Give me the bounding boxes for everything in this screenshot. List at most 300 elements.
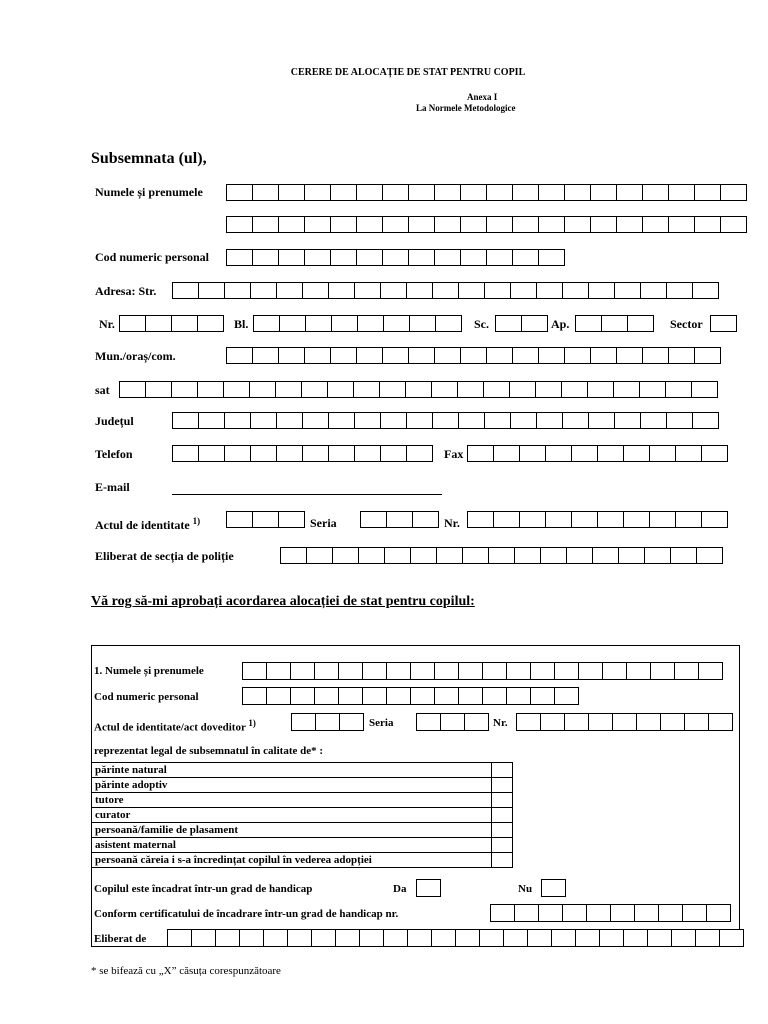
input-cell[interactable] bbox=[311, 929, 336, 947]
input-cell[interactable] bbox=[516, 713, 541, 731]
input-cell[interactable] bbox=[540, 547, 567, 564]
input-cell[interactable] bbox=[545, 511, 572, 528]
input-cell[interactable] bbox=[382, 184, 409, 201]
input-cell[interactable] bbox=[250, 282, 277, 299]
input-cell[interactable] bbox=[330, 216, 357, 233]
input-cell[interactable] bbox=[362, 687, 387, 705]
input-cell[interactable] bbox=[588, 713, 613, 731]
input-cell[interactable] bbox=[226, 249, 253, 266]
input-cell[interactable] bbox=[224, 445, 251, 462]
input-cell[interactable] bbox=[356, 347, 383, 364]
input-cell[interactable] bbox=[145, 315, 172, 332]
child-id-series-boxes[interactable] bbox=[416, 713, 489, 731]
input-cell[interactable] bbox=[623, 929, 648, 947]
input-cell[interactable] bbox=[706, 904, 731, 922]
input-cell[interactable] bbox=[242, 687, 267, 705]
input-cell[interactable] bbox=[519, 445, 546, 462]
legal-role-checkbox[interactable] bbox=[492, 793, 513, 808]
input-cell[interactable] bbox=[536, 412, 563, 429]
input-cell[interactable] bbox=[359, 929, 384, 947]
input-cell[interactable] bbox=[562, 904, 587, 922]
input-cell[interactable] bbox=[172, 445, 199, 462]
input-cell[interactable] bbox=[416, 879, 441, 897]
input-cell[interactable] bbox=[668, 347, 695, 364]
input-cell[interactable] bbox=[640, 282, 667, 299]
input-cell[interactable] bbox=[503, 929, 528, 947]
input-cell[interactable] bbox=[597, 511, 624, 528]
input-cell[interactable] bbox=[327, 381, 354, 398]
applicant-cnp-boxes[interactable] bbox=[226, 249, 565, 266]
input-cell[interactable] bbox=[242, 662, 267, 680]
input-cell[interactable] bbox=[252, 249, 279, 266]
input-cell[interactable] bbox=[330, 249, 357, 266]
input-cell[interactable] bbox=[627, 315, 654, 332]
input-cell[interactable] bbox=[434, 216, 461, 233]
input-cell[interactable] bbox=[266, 662, 291, 680]
input-cell[interactable] bbox=[521, 315, 548, 332]
input-cell[interactable] bbox=[670, 547, 697, 564]
input-cell[interactable] bbox=[226, 347, 253, 364]
input-cell[interactable] bbox=[191, 929, 216, 947]
input-cell[interactable] bbox=[440, 713, 465, 731]
input-cell[interactable] bbox=[538, 347, 565, 364]
address-sc-boxes[interactable] bbox=[495, 315, 548, 332]
input-cell[interactable] bbox=[564, 347, 591, 364]
input-cell[interactable] bbox=[588, 412, 615, 429]
input-cell[interactable] bbox=[362, 662, 387, 680]
input-cell[interactable] bbox=[458, 662, 483, 680]
input-cell[interactable] bbox=[383, 315, 410, 332]
input-cell[interactable] bbox=[386, 662, 411, 680]
input-cell[interactable] bbox=[493, 511, 520, 528]
input-cell[interactable] bbox=[171, 315, 198, 332]
input-cell[interactable] bbox=[382, 216, 409, 233]
input-cell[interactable] bbox=[223, 381, 250, 398]
input-cell[interactable] bbox=[278, 184, 305, 201]
input-cell[interactable] bbox=[510, 282, 537, 299]
input-cell[interactable] bbox=[590, 184, 617, 201]
input-cell[interactable] bbox=[354, 412, 381, 429]
input-cell[interactable] bbox=[304, 347, 331, 364]
input-cell[interactable] bbox=[512, 216, 539, 233]
fax-boxes[interactable] bbox=[467, 445, 728, 462]
input-cell[interactable] bbox=[278, 347, 305, 364]
input-cell[interactable] bbox=[304, 184, 331, 201]
child-id-type-boxes[interactable] bbox=[291, 713, 364, 731]
input-cell[interactable] bbox=[519, 511, 546, 528]
input-cell[interactable] bbox=[512, 347, 539, 364]
input-cell[interactable] bbox=[616, 184, 643, 201]
input-cell[interactable] bbox=[460, 347, 487, 364]
input-cell[interactable] bbox=[382, 249, 409, 266]
input-cell[interactable] bbox=[486, 347, 513, 364]
address-ap-boxes[interactable] bbox=[575, 315, 654, 332]
input-cell[interactable] bbox=[616, 216, 643, 233]
input-cell[interactable] bbox=[330, 347, 357, 364]
input-cell[interactable] bbox=[330, 184, 357, 201]
input-cell[interactable] bbox=[412, 511, 439, 528]
issued-by-police-boxes[interactable] bbox=[280, 547, 723, 564]
input-cell[interactable] bbox=[278, 249, 305, 266]
input-cell[interactable] bbox=[335, 929, 360, 947]
input-cell[interactable] bbox=[510, 412, 537, 429]
input-cell[interactable] bbox=[408, 184, 435, 201]
input-cell[interactable] bbox=[691, 381, 718, 398]
input-cell[interactable] bbox=[493, 445, 520, 462]
input-cell[interactable] bbox=[250, 445, 277, 462]
input-cell[interactable] bbox=[540, 713, 565, 731]
input-cell[interactable] bbox=[562, 282, 589, 299]
input-cell[interactable] bbox=[119, 315, 146, 332]
address-nr-boxes[interactable] bbox=[119, 315, 224, 332]
input-cell[interactable] bbox=[509, 381, 536, 398]
input-cell[interactable] bbox=[666, 412, 693, 429]
input-cell[interactable] bbox=[263, 929, 288, 947]
handicap-no-checkbox[interactable] bbox=[541, 879, 566, 897]
input-cell[interactable] bbox=[407, 929, 432, 947]
input-cell[interactable] bbox=[666, 282, 693, 299]
input-cell[interactable] bbox=[538, 216, 565, 233]
input-cell[interactable] bbox=[564, 713, 589, 731]
input-cell[interactable] bbox=[668, 216, 695, 233]
input-cell[interactable] bbox=[479, 929, 504, 947]
input-cell[interactable] bbox=[276, 282, 303, 299]
input-cell[interactable] bbox=[495, 315, 522, 332]
input-cell[interactable] bbox=[302, 282, 329, 299]
input-cell[interactable] bbox=[119, 381, 146, 398]
input-cell[interactable] bbox=[266, 687, 291, 705]
input-cell[interactable] bbox=[278, 216, 305, 233]
input-cell[interactable] bbox=[434, 662, 459, 680]
input-cell[interactable] bbox=[695, 929, 720, 947]
handicap-yes-checkbox[interactable] bbox=[416, 879, 441, 897]
input-cell[interactable] bbox=[408, 249, 435, 266]
input-cell[interactable] bbox=[506, 662, 531, 680]
input-cell[interactable] bbox=[551, 929, 576, 947]
input-cell[interactable] bbox=[432, 412, 459, 429]
input-cell[interactable] bbox=[226, 216, 253, 233]
input-cell[interactable] bbox=[405, 381, 432, 398]
input-cell[interactable] bbox=[356, 249, 383, 266]
input-cell[interactable] bbox=[658, 904, 683, 922]
input-cell[interactable] bbox=[304, 216, 331, 233]
input-cell[interactable] bbox=[535, 381, 562, 398]
input-cell[interactable] bbox=[386, 687, 411, 705]
input-cell[interactable] bbox=[226, 511, 253, 528]
input-cell[interactable] bbox=[530, 662, 555, 680]
input-cell[interactable] bbox=[647, 929, 672, 947]
input-cell[interactable] bbox=[698, 662, 723, 680]
input-cell[interactable] bbox=[354, 282, 381, 299]
input-cell[interactable] bbox=[287, 929, 312, 947]
county-boxes[interactable] bbox=[172, 412, 719, 429]
input-cell[interactable] bbox=[314, 662, 339, 680]
input-cell[interactable] bbox=[701, 445, 728, 462]
input-cell[interactable] bbox=[612, 713, 637, 731]
input-cell[interactable] bbox=[431, 381, 458, 398]
input-cell[interactable] bbox=[597, 445, 624, 462]
input-cell[interactable] bbox=[527, 929, 552, 947]
input-cell[interactable] bbox=[328, 412, 355, 429]
input-cell[interactable] bbox=[314, 687, 339, 705]
input-cell[interactable] bbox=[554, 687, 579, 705]
input-cell[interactable] bbox=[252, 184, 279, 201]
input-cell[interactable] bbox=[602, 662, 627, 680]
input-cell[interactable] bbox=[554, 662, 579, 680]
input-cell[interactable] bbox=[566, 547, 593, 564]
input-cell[interactable] bbox=[280, 547, 307, 564]
input-cell[interactable] bbox=[599, 929, 624, 947]
input-cell[interactable] bbox=[486, 249, 513, 266]
input-cell[interactable] bbox=[167, 929, 192, 947]
input-cell[interactable] bbox=[486, 184, 513, 201]
input-cell[interactable] bbox=[562, 412, 589, 429]
input-cell[interactable] bbox=[668, 184, 695, 201]
input-cell[interactable] bbox=[409, 315, 436, 332]
input-cell[interactable] bbox=[634, 904, 659, 922]
legal-role-checkbox[interactable] bbox=[492, 823, 513, 838]
applicant-id-nr-boxes[interactable] bbox=[467, 511, 728, 528]
input-cell[interactable] bbox=[649, 445, 676, 462]
input-cell[interactable] bbox=[592, 547, 619, 564]
input-cell[interactable] bbox=[644, 547, 671, 564]
input-cell[interactable] bbox=[434, 184, 461, 201]
legal-role-checkbox[interactable] bbox=[492, 778, 513, 793]
input-cell[interactable] bbox=[692, 412, 719, 429]
applicant-id-type-boxes[interactable] bbox=[226, 511, 305, 528]
input-cell[interactable] bbox=[719, 929, 744, 947]
input-cell[interactable] bbox=[618, 547, 645, 564]
input-cell[interactable] bbox=[578, 662, 603, 680]
input-cell[interactable] bbox=[328, 445, 355, 462]
input-cell[interactable] bbox=[538, 904, 563, 922]
input-cell[interactable] bbox=[538, 249, 565, 266]
certificate-nr-boxes[interactable] bbox=[490, 904, 731, 922]
input-cell[interactable] bbox=[692, 282, 719, 299]
input-cell[interactable] bbox=[215, 929, 240, 947]
input-cell[interactable] bbox=[660, 713, 685, 731]
input-cell[interactable] bbox=[302, 445, 329, 462]
input-cell[interactable] bbox=[674, 662, 699, 680]
input-cell[interactable] bbox=[434, 347, 461, 364]
input-cell[interactable] bbox=[682, 904, 707, 922]
input-cell[interactable] bbox=[458, 282, 485, 299]
input-cell[interactable] bbox=[460, 184, 487, 201]
city-boxes[interactable] bbox=[226, 347, 721, 364]
input-cell[interactable] bbox=[675, 445, 702, 462]
input-cell[interactable] bbox=[587, 381, 614, 398]
input-cell[interactable] bbox=[506, 687, 531, 705]
input-cell[interactable] bbox=[514, 904, 539, 922]
input-cell[interactable] bbox=[226, 184, 253, 201]
input-cell[interactable] bbox=[675, 511, 702, 528]
input-cell[interactable] bbox=[575, 315, 602, 332]
input-cell[interactable] bbox=[460, 216, 487, 233]
input-cell[interactable] bbox=[253, 315, 280, 332]
input-cell[interactable] bbox=[383, 929, 408, 947]
input-cell[interactable] bbox=[455, 929, 480, 947]
input-cell[interactable] bbox=[575, 929, 600, 947]
input-cell[interactable] bbox=[406, 412, 433, 429]
input-cell[interactable] bbox=[488, 547, 515, 564]
input-cell[interactable] bbox=[483, 381, 510, 398]
legal-role-checkbox[interactable] bbox=[492, 763, 513, 778]
input-cell[interactable] bbox=[198, 282, 225, 299]
input-cell[interactable] bbox=[613, 381, 640, 398]
input-cell[interactable] bbox=[626, 662, 651, 680]
input-cell[interactable] bbox=[512, 184, 539, 201]
input-cell[interactable] bbox=[434, 687, 459, 705]
input-cell[interactable] bbox=[623, 445, 650, 462]
input-cell[interactable] bbox=[291, 713, 316, 731]
input-cell[interactable] bbox=[408, 347, 435, 364]
input-cell[interactable] bbox=[701, 511, 728, 528]
applicant-id-series-boxes[interactable] bbox=[360, 511, 439, 528]
input-cell[interactable] bbox=[416, 713, 441, 731]
input-cell[interactable] bbox=[636, 713, 661, 731]
input-cell[interactable] bbox=[338, 687, 363, 705]
input-cell[interactable] bbox=[436, 547, 463, 564]
input-cell[interactable] bbox=[290, 687, 315, 705]
input-cell[interactable] bbox=[564, 216, 591, 233]
input-cell[interactable] bbox=[614, 412, 641, 429]
input-cell[interactable] bbox=[564, 184, 591, 201]
input-cell[interactable] bbox=[305, 315, 332, 332]
input-cell[interactable] bbox=[464, 713, 489, 731]
child-issued-by-boxes[interactable] bbox=[167, 929, 744, 947]
input-cell[interactable] bbox=[357, 315, 384, 332]
input-cell[interactable] bbox=[338, 662, 363, 680]
child-id-nr-boxes[interactable] bbox=[516, 713, 733, 731]
address-street-boxes[interactable] bbox=[172, 282, 719, 299]
input-cell[interactable] bbox=[172, 282, 199, 299]
input-cell[interactable] bbox=[224, 282, 251, 299]
input-cell[interactable] bbox=[514, 547, 541, 564]
input-cell[interactable] bbox=[588, 282, 615, 299]
input-cell[interactable] bbox=[720, 216, 747, 233]
input-cell[interactable] bbox=[379, 381, 406, 398]
input-cell[interactable] bbox=[649, 511, 676, 528]
input-cell[interactable] bbox=[571, 445, 598, 462]
input-cell[interactable] bbox=[406, 282, 433, 299]
phone-boxes[interactable] bbox=[172, 445, 433, 462]
input-cell[interactable] bbox=[541, 879, 566, 897]
input-cell[interactable] bbox=[172, 412, 199, 429]
input-cell[interactable] bbox=[694, 216, 721, 233]
input-cell[interactable] bbox=[406, 445, 433, 462]
input-cell[interactable] bbox=[462, 547, 489, 564]
input-cell[interactable] bbox=[197, 315, 224, 332]
input-cell[interactable] bbox=[198, 445, 225, 462]
input-cell[interactable] bbox=[458, 412, 485, 429]
input-cell[interactable] bbox=[640, 412, 667, 429]
input-cell[interactable] bbox=[512, 249, 539, 266]
input-cell[interactable] bbox=[571, 511, 598, 528]
input-cell[interactable] bbox=[304, 249, 331, 266]
input-cell[interactable] bbox=[353, 381, 380, 398]
input-cell[interactable] bbox=[356, 184, 383, 201]
input-cell[interactable] bbox=[356, 216, 383, 233]
input-cell[interactable] bbox=[306, 547, 333, 564]
input-cell[interactable] bbox=[590, 216, 617, 233]
input-cell[interactable] bbox=[339, 713, 364, 731]
input-cell[interactable] bbox=[642, 184, 669, 201]
applicant-name-boxes-line2[interactable] bbox=[226, 216, 747, 233]
input-cell[interactable] bbox=[301, 381, 328, 398]
input-cell[interactable] bbox=[249, 381, 276, 398]
input-cell[interactable] bbox=[457, 381, 484, 398]
input-cell[interactable] bbox=[601, 315, 628, 332]
input-cell[interactable] bbox=[684, 713, 709, 731]
input-cell[interactable] bbox=[354, 445, 381, 462]
input-cell[interactable] bbox=[710, 315, 737, 332]
input-cell[interactable] bbox=[358, 547, 385, 564]
input-cell[interactable] bbox=[302, 412, 329, 429]
input-cell[interactable] bbox=[380, 445, 407, 462]
input-cell[interactable] bbox=[171, 381, 198, 398]
input-cell[interactable] bbox=[545, 445, 572, 462]
input-cell[interactable] bbox=[278, 511, 305, 528]
input-cell[interactable] bbox=[331, 315, 358, 332]
input-cell[interactable] bbox=[460, 249, 487, 266]
legal-role-checkbox[interactable] bbox=[492, 808, 513, 823]
input-cell[interactable] bbox=[484, 412, 511, 429]
input-cell[interactable] bbox=[328, 282, 355, 299]
input-cell[interactable] bbox=[239, 929, 264, 947]
input-cell[interactable] bbox=[197, 381, 224, 398]
address-bl-boxes[interactable] bbox=[253, 315, 462, 332]
input-cell[interactable] bbox=[432, 282, 459, 299]
input-cell[interactable] bbox=[360, 511, 387, 528]
input-cell[interactable] bbox=[380, 412, 407, 429]
input-cell[interactable] bbox=[224, 412, 251, 429]
input-cell[interactable] bbox=[276, 412, 303, 429]
input-cell[interactable] bbox=[145, 381, 172, 398]
input-cell[interactable] bbox=[696, 547, 723, 564]
input-cell[interactable] bbox=[384, 547, 411, 564]
input-cell[interactable] bbox=[482, 687, 507, 705]
input-cell[interactable] bbox=[458, 687, 483, 705]
input-cell[interactable] bbox=[410, 662, 435, 680]
child-name-boxes[interactable] bbox=[242, 662, 723, 680]
input-cell[interactable] bbox=[279, 315, 306, 332]
input-cell[interactable] bbox=[530, 687, 555, 705]
input-cell[interactable] bbox=[467, 445, 494, 462]
input-cell[interactable] bbox=[332, 547, 359, 564]
input-cell[interactable] bbox=[434, 249, 461, 266]
input-cell[interactable] bbox=[380, 282, 407, 299]
input-cell[interactable] bbox=[484, 282, 511, 299]
input-cell[interactable] bbox=[276, 445, 303, 462]
input-cell[interactable] bbox=[694, 347, 721, 364]
address-sector-box[interactable] bbox=[710, 315, 737, 332]
input-cell[interactable] bbox=[252, 216, 279, 233]
village-boxes[interactable] bbox=[119, 381, 718, 398]
input-cell[interactable] bbox=[536, 282, 563, 299]
input-cell[interactable] bbox=[665, 381, 692, 398]
input-cell[interactable] bbox=[561, 381, 588, 398]
input-cell[interactable] bbox=[252, 511, 279, 528]
input-cell[interactable] bbox=[486, 216, 513, 233]
input-cell[interactable] bbox=[642, 216, 669, 233]
input-cell[interactable] bbox=[720, 184, 747, 201]
input-cell[interactable] bbox=[275, 381, 302, 398]
applicant-name-boxes[interactable] bbox=[226, 184, 747, 201]
input-cell[interactable] bbox=[616, 347, 643, 364]
child-cnp-boxes[interactable] bbox=[242, 687, 579, 705]
input-cell[interactable] bbox=[410, 547, 437, 564]
email-input-line[interactable] bbox=[172, 494, 442, 495]
